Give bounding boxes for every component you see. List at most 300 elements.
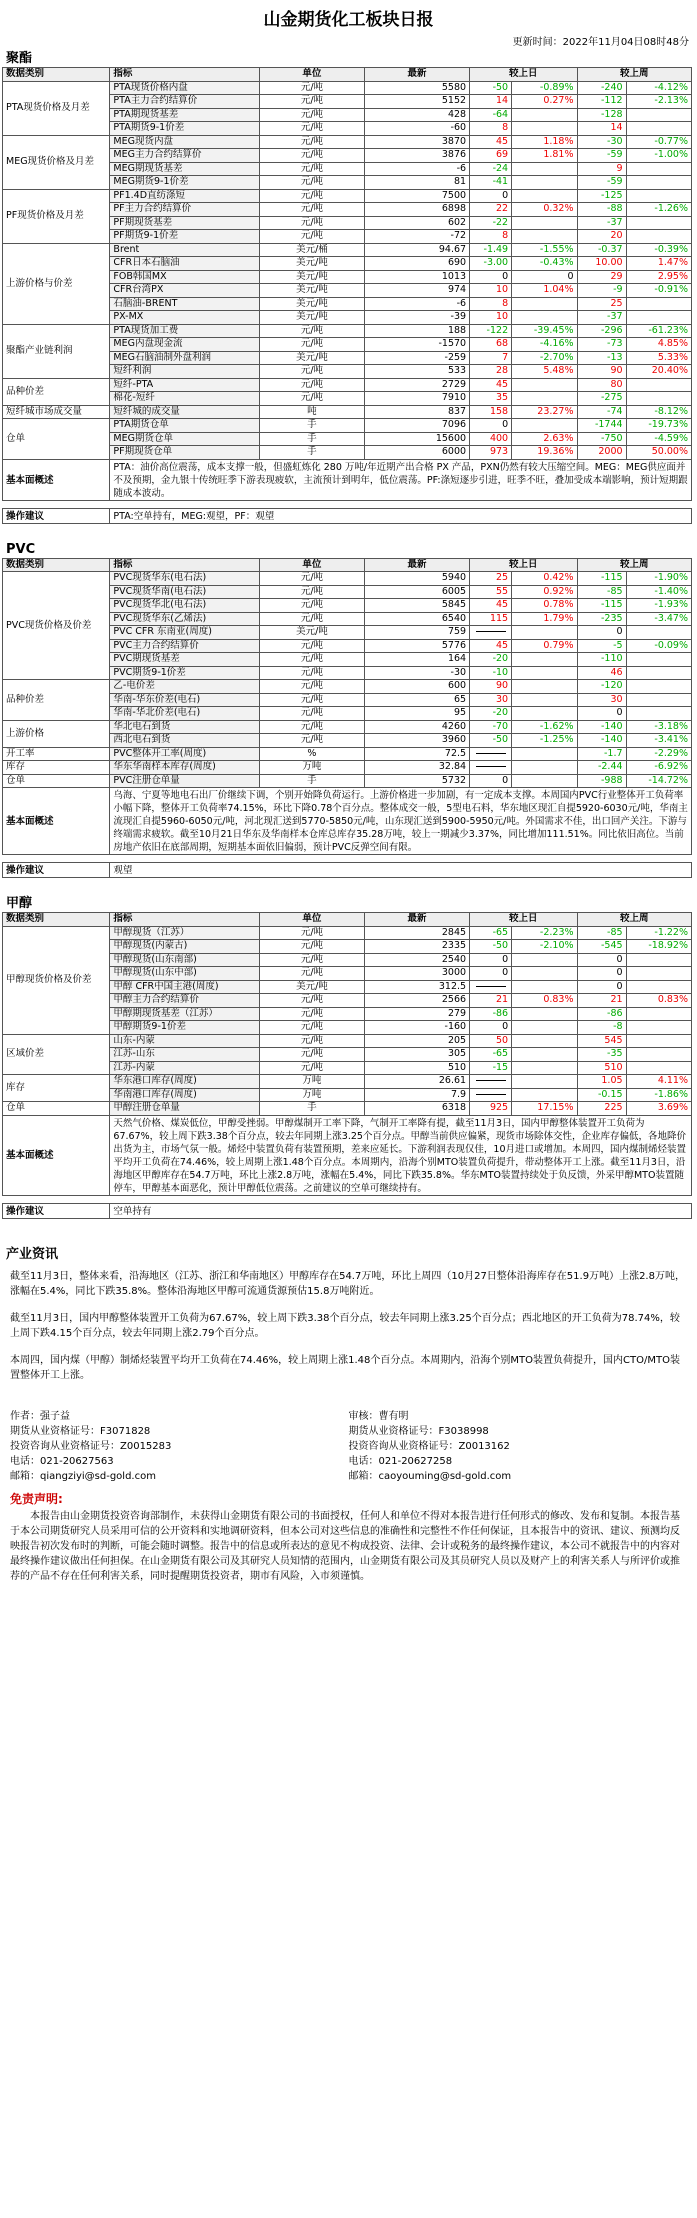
week-pct-cell: -14.72% — [626, 774, 691, 788]
indicator-cell: 甲醇期现货基差（江苏） — [110, 1007, 259, 1021]
week-pct-cell: -1.90% — [626, 572, 691, 586]
latest-cell: -72 — [364, 230, 469, 244]
summary-text: 天然气价格、煤炭低位，甲醇受挫弱。甲醇煤制开工率下降，气制开工率降有提，截至11月3日，国内甲醇整体装置开工负荷为67.67%，较上周下跌3.38个百分点，较去年同期上涨3.25个百分点。甲醇当前供应偏紧，现货市场除体交性，企业库存偏低，各地降价出货为主，市场气氛一般。烯烃中装置负荷有装置预期，差来应延长。下游利润表现仅佳，10月进口或增加。本周四，国内煤制烯烃装置平均开工负荷在74.46%，较上周期上涨1.48个百分点。本周期内，沿海个别MTO装置负荷提升，带动整体开工上涨。截至11月3日，沿海地区甲醇库存在54.7万吨，环比上涨2.8万吨，涨幅在5.4%，同比下跌35.8%。华东MTO装置持续处于负反馈，外采甲醇MTO装置随停车，甲醇基本面恶化，预计甲醇低位震荡。之前建议的空单可继续持有。 — [110, 1115, 692, 1195]
author-line: 期货从业资格证号：F3071828 — [10, 1425, 151, 1437]
day-change-cell: -70 — [470, 720, 512, 734]
week-pct-cell: 1.47% — [626, 257, 691, 271]
day-pct-cell: 0.32% — [512, 203, 577, 217]
latest-cell: 32.84 — [364, 761, 469, 775]
spacer-row — [3, 1195, 692, 1203]
week-change-cell: -1.7 — [577, 747, 626, 761]
week-change-cell: -88 — [577, 203, 626, 217]
day-change-cell: 0 — [470, 419, 512, 433]
week-pct-cell: -1.00% — [626, 149, 691, 163]
week-pct-cell — [626, 953, 691, 967]
day-pct-cell: 2.63% — [512, 432, 577, 446]
unit-cell: 元/吨 — [259, 653, 364, 667]
header-category: 数据类别 — [3, 68, 110, 82]
latest-cell: 3000 — [364, 967, 469, 981]
week-change-cell: 2000 — [577, 446, 626, 460]
week-change-cell: 90 — [577, 365, 626, 379]
week-change-cell: 510 — [577, 1061, 626, 1075]
week-pct-cell — [626, 666, 691, 680]
day-change-cell: 973 — [470, 446, 512, 460]
day-change-cell: 0 — [470, 953, 512, 967]
header-indicator: 指标 — [110, 913, 259, 927]
day-pct-cell: 0 — [512, 270, 577, 284]
indicator-cell: PF期现货基差 — [110, 216, 259, 230]
indicator-cell: 甲醇现货(内蒙古) — [110, 940, 259, 954]
week-pct-cell — [626, 162, 691, 176]
day-change-cell — [470, 980, 512, 994]
unit-cell: 元/吨 — [259, 365, 364, 379]
unit-cell: 元/吨 — [259, 216, 364, 230]
category-cell: 甲醇现货价格及价差 — [3, 926, 110, 1034]
table-row — [3, 324, 692, 338]
advice-text: PTA:空单持有，MEG:观望，PF：观望 — [110, 508, 692, 523]
indicator-cell: FOB韩国MX — [110, 270, 259, 284]
header-vs_prev_week: 较上周 — [577, 913, 691, 927]
day-pct-cell — [512, 747, 577, 761]
indicator-cell: 甲醇现货(山东中部) — [110, 967, 259, 981]
week-pct-cell — [626, 653, 691, 667]
week-pct-cell: -4.59% — [626, 432, 691, 446]
week-change-cell: -128 — [577, 108, 626, 122]
latest-cell: 510 — [364, 1061, 469, 1075]
indicator-cell: PVC CFR 东南亚(周度) — [110, 626, 259, 640]
latest-cell: 95 — [364, 707, 469, 721]
table-row — [3, 572, 692, 586]
day-pct-cell: -39.45% — [512, 324, 577, 338]
indicator-cell: 棉花-短纤 — [110, 392, 259, 406]
author-line: 作者：强子益 — [10, 1410, 70, 1422]
day-change-cell: 25 — [470, 572, 512, 586]
unit-cell: 元/吨 — [259, 189, 364, 203]
unit-cell: 元/吨 — [259, 666, 364, 680]
table-row — [3, 774, 692, 788]
header-indicator: 指标 — [110, 558, 259, 572]
day-change-cell: -50 — [470, 734, 512, 748]
table-row — [3, 680, 692, 694]
unit-cell: 元/吨 — [259, 639, 364, 653]
indicator-cell: PVC现货华东(乙烯法) — [110, 612, 259, 626]
section-title: PVC — [6, 541, 36, 557]
day-pct-cell — [512, 108, 577, 122]
category-cell: 仓单 — [3, 419, 110, 460]
week-change-cell: 20 — [577, 230, 626, 244]
indicator-cell: 甲醇期货9-1价差 — [110, 1021, 259, 1035]
unit-cell: 吨 — [259, 405, 364, 419]
week-change-cell: 46 — [577, 666, 626, 680]
week-pct-cell: -1.93% — [626, 599, 691, 613]
header-unit: 单位 — [259, 913, 364, 927]
table-row — [3, 405, 692, 419]
day-change-cell: 50 — [470, 1034, 512, 1048]
week-change-cell: -545 — [577, 940, 626, 954]
latest-cell: 7096 — [364, 419, 469, 433]
week-pct-cell — [626, 1034, 691, 1048]
indicator-cell: CFR日本石脑油 — [110, 257, 259, 271]
unit-cell: 元/吨 — [259, 693, 364, 707]
day-pct-cell: 0.83% — [512, 994, 577, 1008]
latest-cell: 6000 — [364, 446, 469, 460]
day-pct-cell — [512, 176, 577, 190]
author-column — [10, 1409, 349, 1484]
unit-cell: 美元/吨 — [259, 257, 364, 271]
author-column — [349, 1409, 688, 1484]
latest-cell: 5845 — [364, 599, 469, 613]
day-change-cell: -65 — [470, 926, 512, 940]
day-change-cell: 925 — [470, 1102, 512, 1116]
week-pct-cell — [626, 378, 691, 392]
week-change-cell: 225 — [577, 1102, 626, 1116]
day-pct-cell: 1.79% — [512, 612, 577, 626]
week-change-cell: 0 — [577, 953, 626, 967]
unit-cell: 元/吨 — [259, 176, 364, 190]
latest-cell: 759 — [364, 626, 469, 640]
data-table — [2, 67, 692, 524]
latest-cell: 65 — [364, 693, 469, 707]
indicator-cell: 甲醇主力合约结算价 — [110, 994, 259, 1008]
indicator-cell: 甲醇注册仓单量 — [110, 1102, 259, 1116]
table-row — [3, 419, 692, 433]
latest-cell: 600 — [364, 680, 469, 694]
day-pct-cell: 1.18% — [512, 135, 577, 149]
day-pct-cell: -2.23% — [512, 926, 577, 940]
category-cell: 仓单 — [3, 774, 110, 788]
disclaimer-title: 免责声明: — [10, 1491, 63, 1506]
summary-label: 基本面概述 — [3, 1115, 110, 1195]
day-pct-cell — [512, 216, 577, 230]
week-change-cell: -74 — [577, 405, 626, 419]
day-change-cell: -20 — [470, 653, 512, 667]
day-change-cell: -3.00 — [470, 257, 512, 271]
day-change-cell: 21 — [470, 994, 512, 1008]
latest-cell: 2729 — [364, 378, 469, 392]
indicator-cell: PTA主力合约结算价 — [110, 95, 259, 109]
unit-cell: 美元/吨 — [259, 270, 364, 284]
week-pct-cell: -1.86% — [626, 1088, 691, 1102]
day-change-cell: -50 — [470, 81, 512, 95]
latest-cell: 4260 — [364, 720, 469, 734]
latest-cell: 6005 — [364, 585, 469, 599]
day-change-cell: 400 — [470, 432, 512, 446]
day-pct-cell — [512, 774, 577, 788]
unit-cell: 元/吨 — [259, 953, 364, 967]
week-pct-cell — [626, 693, 691, 707]
day-pct-cell: 1.04% — [512, 284, 577, 298]
day-pct-cell: 0.42% — [512, 572, 577, 586]
latest-cell: 15600 — [364, 432, 469, 446]
category-cell: PF现货价格及月差 — [3, 189, 110, 243]
week-pct-cell: -61.23% — [626, 324, 691, 338]
day-pct-cell — [512, 122, 577, 136]
day-change-cell: 14 — [470, 95, 512, 109]
table-row — [3, 761, 692, 775]
day-change-cell: 158 — [470, 405, 512, 419]
indicator-cell: 江苏-内蒙 — [110, 1061, 259, 1075]
unit-cell: 元/吨 — [259, 230, 364, 244]
week-pct-cell: 0.83% — [626, 994, 691, 1008]
unit-cell: 元/吨 — [259, 324, 364, 338]
table-row — [3, 1102, 692, 1116]
day-pct-cell: -1.62% — [512, 720, 577, 734]
week-change-cell: 25 — [577, 297, 626, 311]
day-change-cell — [470, 747, 512, 761]
day-change-cell: 68 — [470, 338, 512, 352]
latest-cell: -6 — [364, 297, 469, 311]
day-change-cell: 10 — [470, 284, 512, 298]
unit-cell: 美元/吨 — [259, 311, 364, 325]
unit-cell: 元/吨 — [259, 1021, 364, 1035]
header-indicator: 指标 — [110, 68, 259, 82]
table-row — [3, 926, 692, 940]
week-change-cell: -115 — [577, 599, 626, 613]
advice-text: 观望 — [110, 863, 692, 878]
category-cell: 上游价格 — [3, 720, 110, 747]
latest-cell: -1570 — [364, 338, 469, 352]
week-pct-cell — [626, 392, 691, 406]
latest-cell: 81 — [364, 176, 469, 190]
week-change-cell: -35 — [577, 1048, 626, 1062]
week-change-cell: 14 — [577, 122, 626, 136]
latest-cell: 2845 — [364, 926, 469, 940]
week-pct-cell — [626, 297, 691, 311]
header-vs_prev_day: 较上日 — [470, 913, 577, 927]
category-cell: PVC现货价格及价差 — [3, 572, 110, 680]
indicator-cell: 甲醇 CFR中国主港(周度) — [110, 980, 259, 994]
unit-cell: 元/吨 — [259, 1007, 364, 1021]
day-pct-cell: -1.25% — [512, 734, 577, 748]
day-pct-cell — [512, 666, 577, 680]
latest-cell: 690 — [364, 257, 469, 271]
data-table — [2, 558, 692, 879]
unit-cell: 元/吨 — [259, 392, 364, 406]
latest-cell: 305 — [364, 1048, 469, 1062]
day-pct-cell — [512, 311, 577, 325]
category-cell: 品种价差 — [3, 680, 110, 721]
indicator-cell: 短纤利润 — [110, 365, 259, 379]
day-pct-cell: 0.92% — [512, 585, 577, 599]
indicator-cell: CFR台湾PX — [110, 284, 259, 298]
week-change-cell: -0.15 — [577, 1088, 626, 1102]
day-pct-cell — [512, 980, 577, 994]
no-data-dash — [476, 1080, 506, 1081]
day-change-cell: -20 — [470, 707, 512, 721]
day-pct-cell — [512, 1075, 577, 1089]
spacer-row — [3, 500, 692, 508]
week-pct-cell — [626, 1048, 691, 1062]
day-pct-cell — [512, 189, 577, 203]
advice-label: 操作建议 — [3, 1203, 110, 1218]
day-pct-cell: 1.81% — [512, 149, 577, 163]
indicator-cell: 甲醇现货（江苏） — [110, 926, 259, 940]
day-change-cell: -22 — [470, 216, 512, 230]
week-pct-cell: -1.40% — [626, 585, 691, 599]
no-data-dash — [476, 1094, 506, 1095]
day-change-cell: 7 — [470, 351, 512, 365]
indicator-cell: PTA现货价格内盘 — [110, 81, 259, 95]
indicator-cell: PVC期现货基差 — [110, 653, 259, 667]
week-pct-cell: 3.69% — [626, 1102, 691, 1116]
day-pct-cell — [512, 1007, 577, 1021]
indicator-cell: PTA期货仓单 — [110, 419, 259, 433]
spacer-row — [3, 855, 692, 863]
author-line: 邮箱：caoyouming@sd-gold.com — [348, 1470, 512, 1482]
day-change-cell: -1.49 — [470, 243, 512, 257]
latest-cell: 974 — [364, 284, 469, 298]
no-data-dash — [476, 753, 506, 754]
latest-cell: 6898 — [364, 203, 469, 217]
week-change-cell: -275 — [577, 392, 626, 406]
latest-cell: 2335 — [364, 940, 469, 954]
unit-cell: 元/吨 — [259, 149, 364, 163]
day-change-cell: 8 — [470, 230, 512, 244]
latest-cell: 94.67 — [364, 243, 469, 257]
table-row — [3, 720, 692, 734]
latest-cell: 3876 — [364, 149, 469, 163]
news-paragraph: 截至11月3日，整体来看，沿海地区（江苏、浙江和华南地区）甲醇库存在54.7万吨，环比上周四（10月27日整体沿海库存在51.9万吨）上涨2.8万吨，涨幅在5.4%，同比下跌35.8%。整体沿海地区甲醇可流通货源预估15.8万吨附近。 — [10, 1270, 685, 1297]
unit-cell: 元/吨 — [259, 162, 364, 176]
day-change-cell: 0 — [470, 774, 512, 788]
week-change-cell: -37 — [577, 216, 626, 230]
week-change-cell: 80 — [577, 378, 626, 392]
week-change-cell: 1.05 — [577, 1075, 626, 1089]
advice-text: 空单持有 — [110, 1203, 692, 1218]
indicator-cell: 华南-华东价差(电石) — [110, 693, 259, 707]
header-row — [3, 68, 692, 82]
day-change-cell: 8 — [470, 122, 512, 136]
indicator-cell: PTA现货加工费 — [110, 324, 259, 338]
week-change-cell: -59 — [577, 149, 626, 163]
indicator-cell: PTA期货9-1价差 — [110, 122, 259, 136]
day-change-cell: -10 — [470, 666, 512, 680]
week-change-cell: -235 — [577, 612, 626, 626]
day-pct-cell — [512, 1048, 577, 1062]
week-pct-cell: 2.95% — [626, 270, 691, 284]
week-pct-cell — [626, 1007, 691, 1021]
week-change-cell: -13 — [577, 351, 626, 365]
day-pct-cell — [512, 653, 577, 667]
day-change-cell: -64 — [470, 108, 512, 122]
table-row — [3, 135, 692, 149]
day-pct-cell — [512, 953, 577, 967]
week-change-cell: 0 — [577, 626, 626, 640]
summary-text: PTA：油价高位震荡，成本支撑一般，但盛虹炼化 280 万吨/年近期产出合格 PX 产品，PXN仍然有较大压缩空间。MEG：MEG供应面并不及预期，金九银十传统旺季下游表现疲软，主流预计到明年，低位震荡。PF:涤短逐步引进，旺季不旺，叠加受成本端影响，预计短期跟随成本波动。 — [110, 459, 692, 500]
latest-cell: 188 — [364, 324, 469, 338]
week-pct-cell — [626, 176, 691, 190]
week-change-cell: -240 — [577, 81, 626, 95]
unit-cell: 元/吨 — [259, 203, 364, 217]
week-pct-cell — [626, 230, 691, 244]
week-change-cell: -59 — [577, 176, 626, 190]
day-change-cell: 55 — [470, 585, 512, 599]
latest-cell: -39 — [364, 311, 469, 325]
unit-cell: 元/吨 — [259, 572, 364, 586]
header-latest: 最新 — [364, 68, 469, 82]
category-cell: 库存 — [3, 761, 110, 775]
latest-cell: 205 — [364, 1034, 469, 1048]
day-change-cell: 0 — [470, 967, 512, 981]
unit-cell: 元/吨 — [259, 585, 364, 599]
indicator-cell: 短纤城的成交量 — [110, 405, 259, 419]
day-change-cell: -15 — [470, 1061, 512, 1075]
page-title: 山金期货化工板块日报 — [263, 10, 434, 30]
indicator-cell: PF期货9-1价差 — [110, 230, 259, 244]
news-paragraph: 本周四，国内煤（甲醇）制烯烃装置平均开工负荷在74.46%，较上周期上涨1.48个百分点。本周期内，沿海个别MTO装置负荷提升，国内CTO/MTO装置整体开工上涨。 — [10, 1354, 680, 1381]
unit-cell: 美元/吨 — [259, 626, 364, 640]
day-change-cell: 0 — [470, 189, 512, 203]
indicator-cell: 华南-华北价差(电石) — [110, 707, 259, 721]
indicator-cell: MEG内盘现金流 — [110, 338, 259, 352]
week-change-cell: -86 — [577, 1007, 626, 1021]
summary-label: 基本面概述 — [3, 788, 110, 855]
latest-cell: 2566 — [364, 994, 469, 1008]
indicator-cell: MEG期货9-1价差 — [110, 176, 259, 190]
week-change-cell: -125 — [577, 189, 626, 203]
unit-cell: 元/吨 — [259, 734, 364, 748]
week-change-cell: -8 — [577, 1021, 626, 1035]
week-pct-cell — [626, 626, 691, 640]
indicator-cell: 石脑油-BRENT — [110, 297, 259, 311]
day-change-cell: -24 — [470, 162, 512, 176]
category-cell: 区域价差 — [3, 1034, 110, 1075]
indicator-cell: MEG石脑油制外盘利润 — [110, 351, 259, 365]
week-pct-cell: -0.77% — [626, 135, 691, 149]
week-change-cell: -112 — [577, 95, 626, 109]
day-pct-cell: 19.36% — [512, 446, 577, 460]
day-pct-cell — [512, 693, 577, 707]
latest-cell: 312.5 — [364, 980, 469, 994]
unit-cell: 元/吨 — [259, 378, 364, 392]
indicator-cell: MEG主力合约结算价 — [110, 149, 259, 163]
day-change-cell: 90 — [470, 680, 512, 694]
day-change-cell: 115 — [470, 612, 512, 626]
latest-cell: 602 — [364, 216, 469, 230]
week-pct-cell: -0.91% — [626, 284, 691, 298]
day-change-cell: -41 — [470, 176, 512, 190]
spacer-cell — [3, 855, 692, 863]
news-body — [2, 1263, 695, 1401]
unit-cell: 美元/吨 — [259, 297, 364, 311]
day-change-cell: 35 — [470, 392, 512, 406]
week-pct-cell — [626, 311, 691, 325]
day-pct-cell: -0.89% — [512, 81, 577, 95]
day-pct-cell: -1.55% — [512, 243, 577, 257]
unit-cell: 元/吨 — [259, 967, 364, 981]
header-unit: 单位 — [259, 68, 364, 82]
indicator-cell: 乙-电价差 — [110, 680, 259, 694]
day-pct-cell — [512, 419, 577, 433]
unit-cell: 美元/吨 — [259, 351, 364, 365]
latest-cell: 5580 — [364, 81, 469, 95]
category-cell: MEG现货价格及月差 — [3, 135, 110, 189]
authors-block — [2, 1401, 695, 1484]
advice-row — [3, 508, 692, 523]
no-data-dash — [476, 631, 506, 632]
day-change-cell: -50 — [470, 940, 512, 954]
spacer-cell — [3, 1195, 692, 1203]
unit-cell: 元/吨 — [259, 599, 364, 613]
header-vs_prev_day: 较上日 — [470, 68, 577, 82]
day-pct-cell — [512, 162, 577, 176]
week-pct-cell: 50.00% — [626, 446, 691, 460]
category-cell: 聚酯产业链利润 — [3, 324, 110, 378]
week-change-cell: 0 — [577, 967, 626, 981]
latest-cell: 7500 — [364, 189, 469, 203]
week-pct-cell — [626, 122, 691, 136]
week-pct-cell — [626, 189, 691, 203]
